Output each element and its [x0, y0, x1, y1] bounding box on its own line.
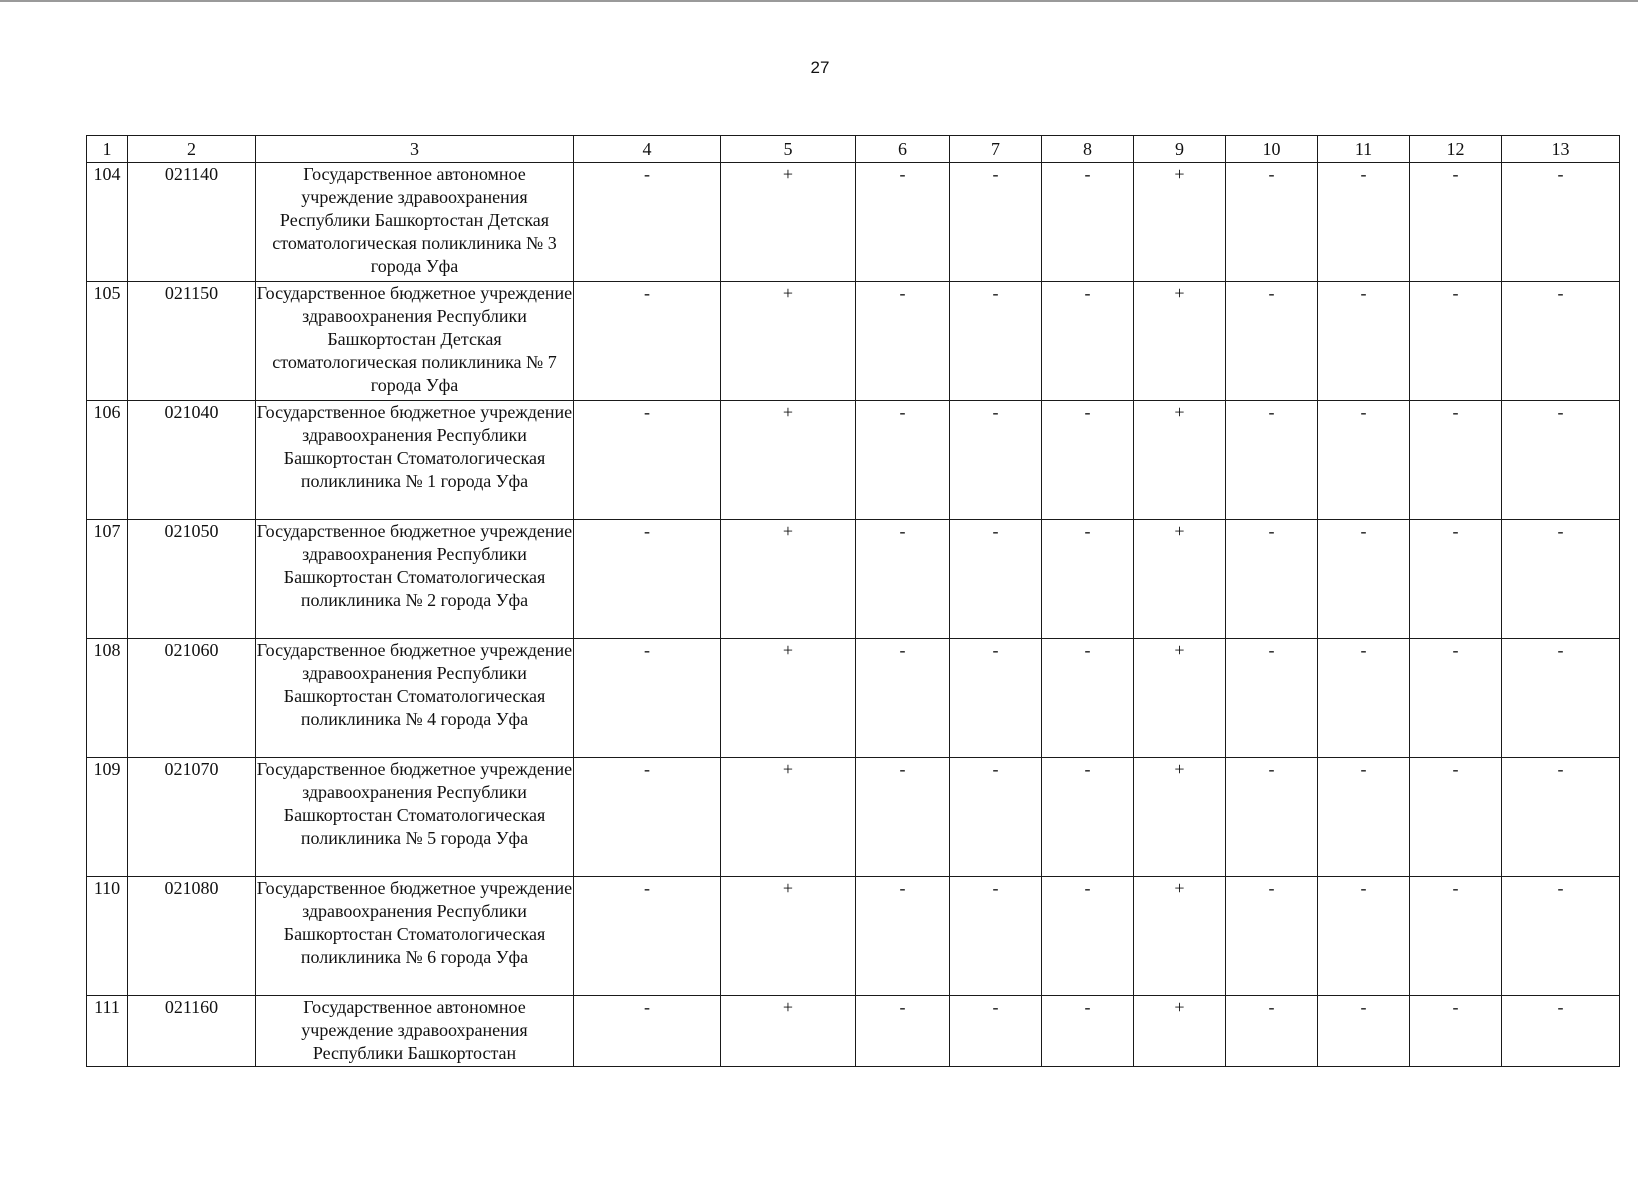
row-number-cell: 108 — [87, 639, 128, 758]
row-mark-cell: - — [950, 877, 1042, 996]
row-mark-cell: + — [721, 639, 856, 758]
row-mark-cell: - — [1042, 282, 1134, 401]
row-mark-cell: - — [950, 996, 1042, 1067]
row-code-cell: 021070 — [128, 758, 256, 877]
row-mark-cell: - — [574, 163, 721, 282]
row-code-cell: 021060 — [128, 639, 256, 758]
row-mark-cell: - — [1410, 163, 1502, 282]
row-name-cell: Государственное бюджетное учреждение здравоохранения Республики Башкортостан Детская стоматологическая поликлиника № 7 города Уфа — [256, 282, 574, 401]
row-mark-cell: - — [950, 163, 1042, 282]
column-header: 3 — [256, 136, 574, 163]
row-mark-cell: - — [574, 401, 721, 520]
table-row — [87, 877, 1620, 996]
row-mark-cell: - — [1226, 758, 1318, 877]
row-mark-cell: - — [1042, 163, 1134, 282]
column-header: 8 — [1042, 136, 1134, 163]
row-code-cell: 021080 — [128, 877, 256, 996]
row-mark-cell: - — [1502, 877, 1620, 996]
row-name-cell: Государственное бюджетное учреждение здравоохранения Республики Башкортостан Стоматологическая поликлиника № 2 города Уфа — [256, 520, 574, 639]
row-mark-cell: - — [1318, 877, 1410, 996]
table-body — [87, 163, 1620, 1067]
row-mark-cell: - — [1502, 758, 1620, 877]
row-mark-cell: - — [1318, 996, 1410, 1067]
row-mark-cell: - — [1502, 996, 1620, 1067]
row-number-cell: 109 — [87, 758, 128, 877]
row-mark-cell: - — [950, 639, 1042, 758]
row-mark-cell: + — [721, 996, 856, 1067]
row-mark-cell: + — [1134, 282, 1226, 401]
column-header: 7 — [950, 136, 1042, 163]
row-mark-cell: - — [1042, 996, 1134, 1067]
row-mark-cell: - — [1042, 639, 1134, 758]
row-mark-cell: - — [1042, 758, 1134, 877]
row-number-cell: 105 — [87, 282, 128, 401]
row-mark-cell: - — [1410, 282, 1502, 401]
column-header: 11 — [1318, 136, 1410, 163]
row-mark-cell: - — [1226, 282, 1318, 401]
row-mark-cell: - — [1410, 877, 1502, 996]
top-rule — [0, 0, 1638, 2]
table-row — [87, 758, 1620, 877]
row-mark-cell: - — [574, 520, 721, 639]
row-mark-cell: - — [574, 282, 721, 401]
row-name-cell: Государственное бюджетное учреждение здравоохранения Республики Башкортостан Стоматологическая поликлиника № 6 города Уфа — [256, 877, 574, 996]
row-mark-cell: - — [1042, 520, 1134, 639]
row-number-cell: 106 — [87, 401, 128, 520]
row-name-cell: Государственное автономное учреждение здравоохранения Республики Башкортостан — [256, 996, 574, 1067]
column-header: 9 — [1134, 136, 1226, 163]
column-header: 12 — [1410, 136, 1502, 163]
row-mark-cell: - — [1318, 639, 1410, 758]
row-mark-cell: - — [1318, 758, 1410, 877]
row-mark-cell: + — [721, 163, 856, 282]
row-mark-cell: + — [1134, 996, 1226, 1067]
row-number-cell: 110 — [87, 877, 128, 996]
row-mark-cell: - — [856, 282, 950, 401]
row-mark-cell: - — [1226, 163, 1318, 282]
row-mark-cell: - — [574, 639, 721, 758]
column-header: 2 — [128, 136, 256, 163]
row-mark-cell: - — [1410, 996, 1502, 1067]
table-row — [87, 401, 1620, 520]
row-mark-cell: + — [721, 520, 856, 639]
row-mark-cell: - — [1226, 520, 1318, 639]
data-table — [86, 135, 1620, 1067]
row-mark-cell: - — [1318, 401, 1410, 520]
row-code-cell: 021150 — [128, 282, 256, 401]
header-row — [87, 136, 1620, 163]
row-mark-cell: + — [1134, 639, 1226, 758]
row-mark-cell: - — [856, 163, 950, 282]
page-number: 27 — [810, 58, 830, 77]
row-number-cell: 107 — [87, 520, 128, 639]
column-header: 6 — [856, 136, 950, 163]
row-name-cell: Государственное бюджетное учреждение здравоохранения Республики Башкортостан Стоматологическая поликлиника № 5 города Уфа — [256, 758, 574, 877]
row-mark-cell: - — [574, 758, 721, 877]
row-mark-cell: + — [1134, 758, 1226, 877]
row-mark-cell: - — [1502, 401, 1620, 520]
column-header: 5 — [721, 136, 856, 163]
row-mark-cell: - — [1226, 401, 1318, 520]
row-mark-cell: - — [856, 877, 950, 996]
table-row — [87, 520, 1620, 639]
row-mark-cell: - — [574, 996, 721, 1067]
row-mark-cell: - — [1226, 877, 1318, 996]
column-header: 1 — [87, 136, 128, 163]
column-header: 13 — [1502, 136, 1620, 163]
row-code-cell: 021160 — [128, 996, 256, 1067]
row-mark-cell: + — [1134, 401, 1226, 520]
row-code-cell: 021040 — [128, 401, 256, 520]
row-mark-cell: - — [950, 401, 1042, 520]
row-mark-cell: - — [856, 996, 950, 1067]
row-mark-cell: - — [1318, 282, 1410, 401]
row-mark-cell: - — [574, 877, 721, 996]
row-mark-cell: - — [1410, 639, 1502, 758]
row-name-cell: Государственное автономное учреждение здравоохранения Республики Башкортостан Детская стоматологическая поликлиника № 3 города Уфа — [256, 163, 574, 282]
row-mark-cell: - — [856, 758, 950, 877]
row-mark-cell: - — [1410, 758, 1502, 877]
row-name-cell: Государственное бюджетное учреждение здравоохранения Республики Башкортостан Стоматологическая поликлиника № 1 города Уфа — [256, 401, 574, 520]
row-mark-cell: - — [856, 639, 950, 758]
row-mark-cell: - — [1502, 520, 1620, 639]
row-number-cell: 104 — [87, 163, 128, 282]
row-mark-cell: - — [1410, 401, 1502, 520]
row-mark-cell: - — [1042, 877, 1134, 996]
row-mark-cell: + — [1134, 520, 1226, 639]
table-row — [87, 996, 1620, 1067]
row-name-cell: Государственное бюджетное учреждение здравоохранения Республики Башкортостан Стоматологическая поликлиника № 4 города Уфа — [256, 639, 574, 758]
row-code-cell: 021140 — [128, 163, 256, 282]
row-mark-cell: - — [1226, 996, 1318, 1067]
table-row — [87, 639, 1620, 758]
row-mark-cell: - — [1410, 520, 1502, 639]
row-mark-cell: - — [1226, 639, 1318, 758]
row-mark-cell: - — [1502, 282, 1620, 401]
row-number-cell: 111 — [87, 996, 128, 1067]
table-row — [87, 282, 1620, 401]
row-mark-cell: - — [950, 520, 1042, 639]
row-mark-cell: + — [1134, 163, 1226, 282]
row-mark-cell: - — [1042, 401, 1134, 520]
row-mark-cell: - — [1502, 639, 1620, 758]
row-code-cell: 021050 — [128, 520, 256, 639]
row-mark-cell: + — [1134, 877, 1226, 996]
row-mark-cell: - — [1318, 163, 1410, 282]
row-mark-cell: - — [856, 520, 950, 639]
row-mark-cell: - — [950, 282, 1042, 401]
row-mark-cell: + — [721, 758, 856, 877]
column-header: 4 — [574, 136, 721, 163]
row-mark-cell: + — [721, 877, 856, 996]
row-mark-cell: + — [721, 282, 856, 401]
row-mark-cell: - — [856, 401, 950, 520]
row-mark-cell: - — [950, 758, 1042, 877]
column-header: 10 — [1226, 136, 1318, 163]
table-row — [87, 163, 1620, 282]
row-mark-cell: - — [1318, 520, 1410, 639]
row-mark-cell: + — [721, 401, 856, 520]
row-mark-cell: - — [1502, 163, 1620, 282]
